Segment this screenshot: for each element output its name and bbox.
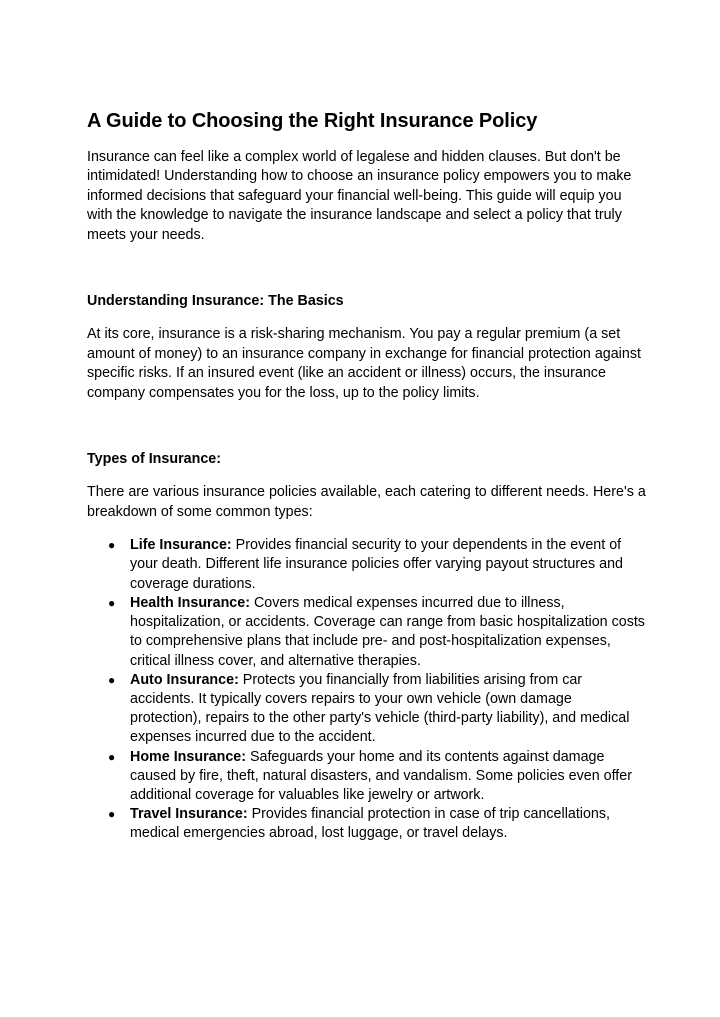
list-item — [87, 671, 647, 748]
list-item-term: Travel Insurance: — [130, 806, 248, 823]
bullet-icon: ● — [108, 538, 116, 553]
list-item-term: Health Insurance: — [130, 594, 250, 611]
list-item-description: Protects you financially from liabilities arising from car accidents. It typically covers repairs to your own vehicle (own damage protection), repairs to the other party's vehicle (third-party liability), and medical expenses incurred due to the accident. — [130, 671, 630, 746]
list-item — [87, 594, 647, 671]
list-item-description: Provides financial protection in case of trip cancellations, medical emergencies abroad, lost luggage, or travel delays. — [130, 806, 610, 842]
intro-paragraph: Insurance can feel like a complex world of legalese and hidden clauses. But don't be intimidated! Understanding how to choose an insurance policy empowers you to make informed decisions that safeguard your financial well-being. This guide will equip you with the knowledge to navigate the insurance landscape and select a policy that truly meets your needs. — [87, 149, 632, 243]
bullet-icon: ● — [108, 672, 116, 687]
section-heading-basics: Understanding Insurance: The Basics — [87, 293, 344, 310]
document-page — [87, 106, 647, 844]
section-body-types: There are various insurance policies available, each catering to different needs. Here's a breakdown of some common types: — [87, 484, 646, 520]
list-item-description: Covers medical expenses incurred due to illness, hospitalization, or accidents. Coverage can range from basic hospitalization costs to comprehensive plans that include pre- and post-hospitalization expenses, critical illness cover, and alternative therapies. — [130, 594, 645, 669]
bullet-icon: ● — [108, 749, 116, 764]
document-title: A Guide to Choosing the Right Insurance Policy — [87, 110, 538, 132]
list-item — [87, 805, 647, 843]
list-item-description: Safeguards your home and its contents against damage caused by fire, theft, natural disasters, and vandalism. Some policies even offer additional coverage for valuables like jewelry or artwork. — [130, 748, 632, 803]
bullet-icon: ● — [108, 595, 116, 610]
list-item-term: Auto Insurance: — [130, 671, 239, 688]
list-item-description: Provides financial security to your dependents in the event of your death. Different life insurance policies offer varying payout structures and coverage durations. — [130, 537, 623, 592]
insurance-types-list — [87, 536, 647, 843]
section-heading-types: Types of Insurance: — [87, 451, 221, 468]
bullet-icon: ● — [108, 807, 116, 822]
list-item-term: Life Insurance: — [130, 537, 232, 554]
list-item-term: Home Insurance: — [130, 748, 246, 765]
list-item — [87, 536, 647, 594]
list-item — [87, 748, 647, 806]
section-body-basics: At its core, insurance is a risk-sharing mechanism. You pay a regular premium (a set amount of money) to an insurance company in exchange for financial protection against specific risks. If an insured event (like an accident or illness) occurs, the insurance company compensates you for the loss, up to the policy limits. — [87, 326, 641, 401]
